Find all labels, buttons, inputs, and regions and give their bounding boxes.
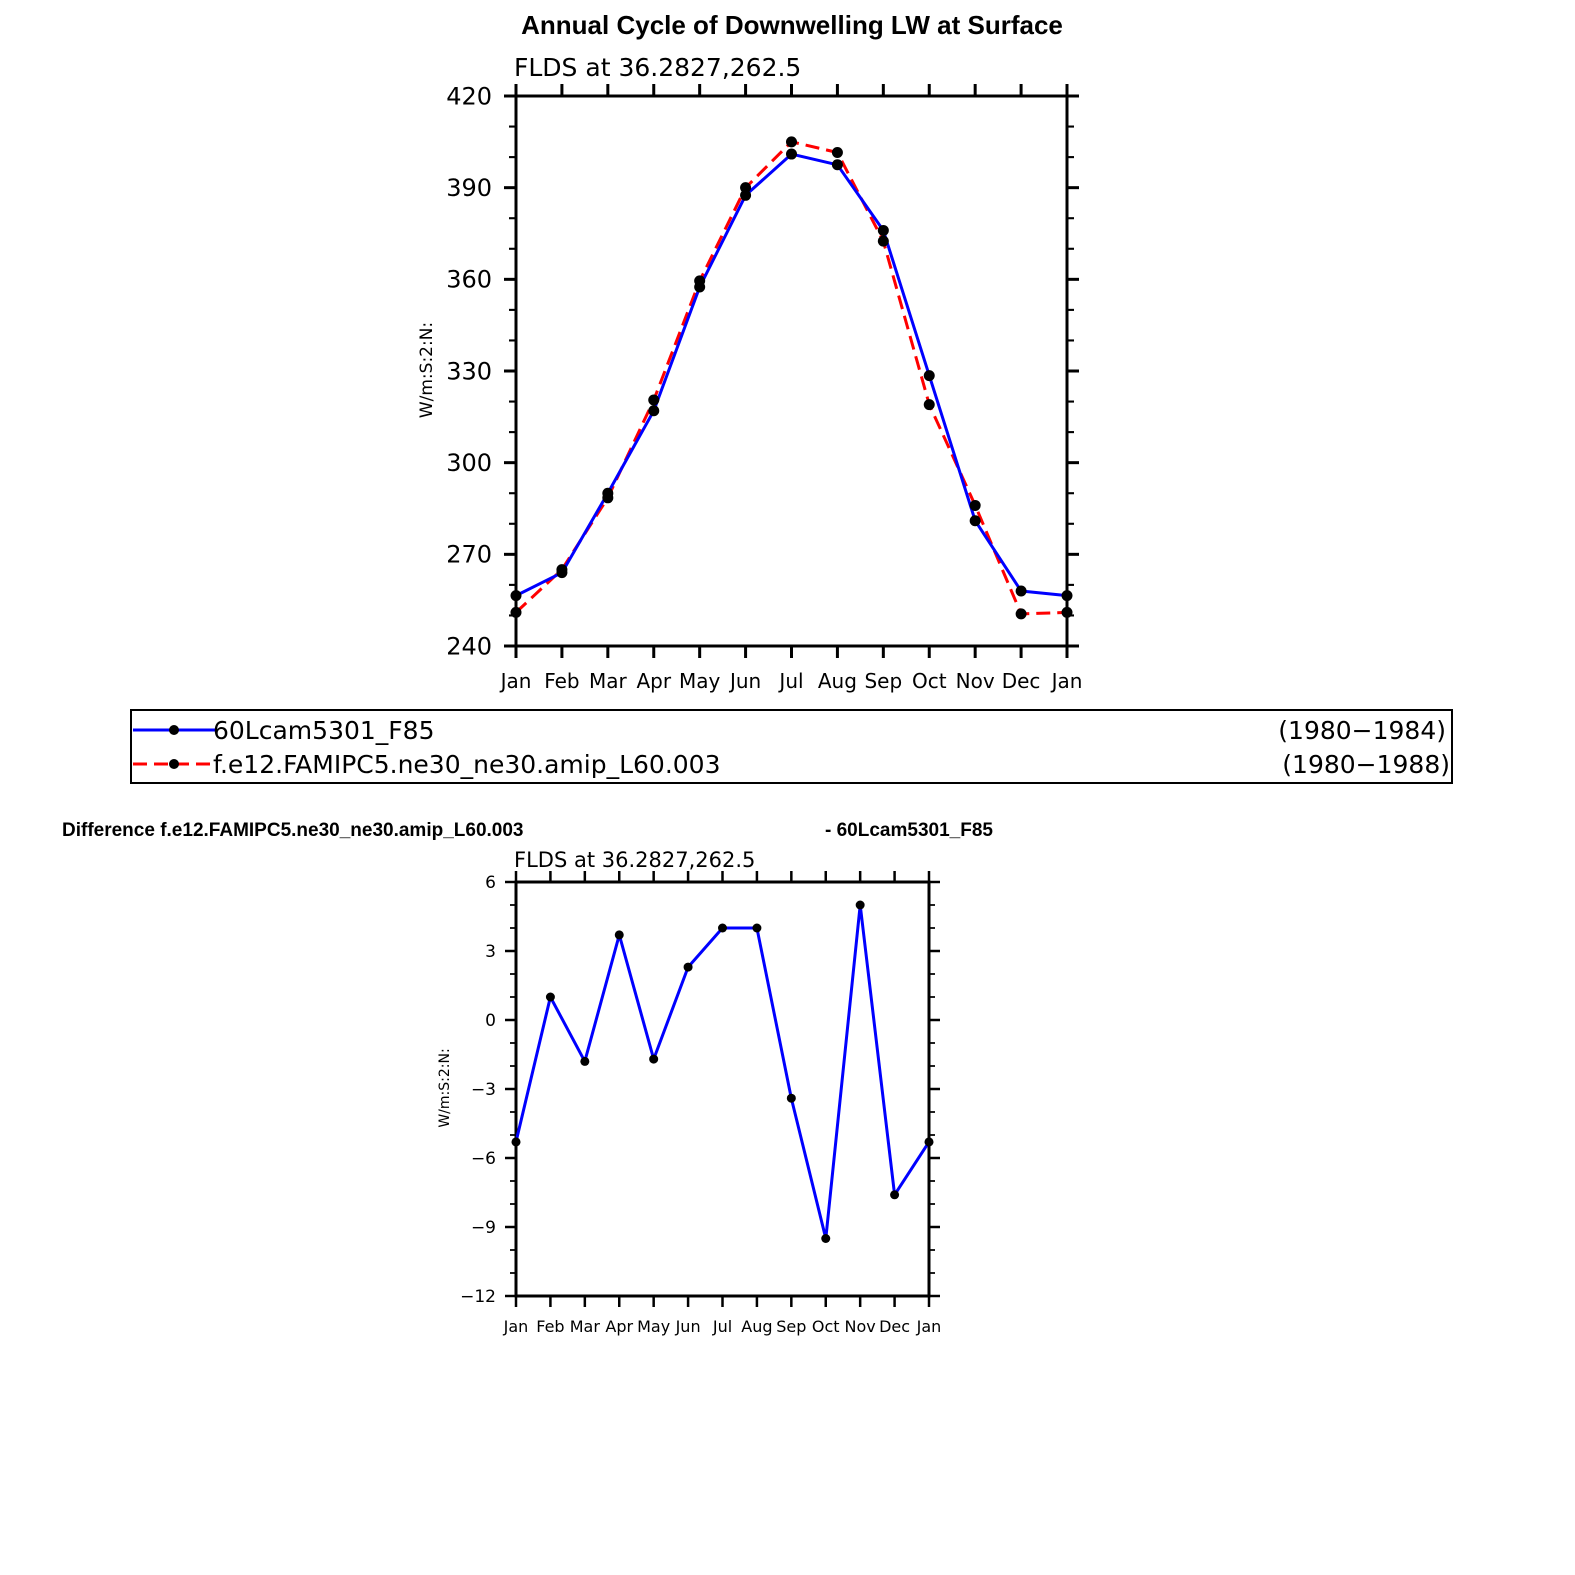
plot1-series-1-point [878,236,889,247]
plot2-series-0-point [684,963,693,972]
plot1-xtick-label: May [678,669,721,693]
plot2-series-0-point [546,993,555,1002]
plot2-xtick-label: Jan [503,1317,529,1336]
plot1-xtick-label: Sep [864,669,903,693]
legend-label-1: f.e12.FAMIPC5.ne30_ne30.amip_L60.003 [213,750,721,779]
plot2-xtick-label: Feb [536,1317,565,1336]
plot1-series-1-point [786,136,797,147]
plot2-series-0-point [821,1234,830,1243]
plot1-series-0-line [516,154,1067,595]
plot2-xtick-label: May [637,1317,671,1336]
plot1-xtick-label: Aug [817,669,857,693]
plot1-series-1-point [556,564,567,575]
plot2-ytick-label: 6 [485,872,496,893]
legend-entry-0 [133,716,1446,745]
plot1-frame [516,96,1067,646]
plot2-series-0-point [512,1137,521,1146]
plot1-series-1-point [602,492,613,503]
plot1-series-1-point [1016,608,1027,619]
plot1-ytick-label: 360 [446,265,492,294]
difference-plot [437,848,941,1336]
plot1-ylabel: W/m:S:2:N: [417,321,437,419]
plot2-xtick-label: Mar [569,1317,600,1336]
plot1-xtick-label: Jan [500,669,532,693]
plot2-series-0-point [925,1137,934,1146]
plot1-series-0-point [511,590,522,601]
plot1-series-0-point [648,405,659,416]
plot1-xtick-label: Feb [544,669,580,693]
plot1-ytick-label: 240 [446,632,492,661]
plot2-xtick-label: Sep [776,1317,807,1336]
plot1-xtick-label: Oct [911,669,947,693]
plot1-ytick-label: 330 [446,357,492,386]
plot1-series-1-point [924,399,935,410]
plot1-xtick-label: Jul [779,669,804,693]
plot1-xtick-label: Apr [636,669,672,693]
plot1-series-1-line [516,142,1067,614]
plot1-xtick-label: Jun [729,669,762,693]
diff-title-left: Difference f.e12.FAMIPC5.ne30_ne30.amip_L60.003 [62,820,524,841]
plot1-series-0-point [1016,586,1027,597]
plot2-series-0-point [752,924,761,933]
plot1-ytick-label: 300 [446,449,492,478]
plot2-ytick-label: −6 [470,1148,496,1169]
main-title: Annual Cycle of Downwelling LW at Surface [521,10,1063,40]
legend-marker-1 [169,759,179,769]
plot1-series-0-point [1062,590,1073,601]
plot1-series-1-point [832,147,843,158]
plot2-ytick-label: −3 [470,1079,496,1100]
plot2-series-0-point [856,901,865,910]
plot1-xtick-label: Jan [1051,669,1083,693]
plot2-ylabel: W/m:S:2:N: [437,1048,453,1128]
plot2-xtick-label: Nov [844,1317,876,1336]
diff-title-right: - 60Lcam5301_F85 [825,820,993,841]
annual-cycle-plot [417,53,1082,693]
plot1-series-1-point [694,275,705,286]
legend-marker-0 [169,725,179,735]
plot2-xtick-label: Oct [811,1317,840,1336]
plot1-ytick-label: 420 [446,82,492,111]
legend-period-0: (1980−1984) [1278,716,1446,745]
plot1-ytick-label: 270 [446,540,492,569]
plot1-xtick-label: Dec [1001,669,1041,693]
plot1-subtitle: FLDS at 36.2827,262.5 [514,53,802,82]
plot1-series-0-point [970,515,981,526]
plot1-series-1-point [740,182,751,193]
plot1-series-0-point [786,149,797,160]
plot2-series-0-point [615,930,624,939]
plot1-ytick-label: 390 [446,174,492,203]
legend-entry-1 [133,750,1450,779]
plot2-series-0-point [718,924,727,933]
plot1-xtick-label: Mar [588,669,627,693]
plot1-xtick-label: Nov [955,669,995,693]
plot2-series-0-point [890,1190,899,1199]
plot1-series-0-point [924,370,935,381]
plot2-xtick-label: Apr [605,1317,634,1336]
plot1-series-1-point [648,395,659,406]
plot2-subtitle: FLDS at 36.2827,262.5 [514,848,756,872]
plot1-series-1-point [970,500,981,511]
plot1-series-0-point [878,225,889,236]
plot2-ytick-label: 0 [485,1010,496,1031]
plot2-xtick-label: Jan [916,1317,942,1336]
plot2-ytick-label: −12 [460,1286,496,1307]
plot2-series-0-line [516,905,929,1239]
plot2-series-0-point [580,1057,589,1066]
plot2-series-0-point [787,1094,796,1103]
plot2-xtick-label: Jun [675,1317,701,1336]
plot2-frame [516,882,929,1296]
plot2-xtick-label: Jul [712,1317,733,1336]
plot2-xtick-label: Aug [741,1317,773,1336]
plot1-series-0-point [832,159,843,170]
legend [131,710,1452,783]
legend-label-0: 60Lcam5301_F85 [213,716,435,745]
plot2-ytick-label: −9 [470,1217,496,1238]
plot2-xtick-label: Dec [879,1317,911,1336]
plot2-series-0-point [649,1055,658,1064]
legend-period-1: (1980−1988) [1282,750,1450,779]
plot2-ytick-label: 3 [485,941,496,962]
